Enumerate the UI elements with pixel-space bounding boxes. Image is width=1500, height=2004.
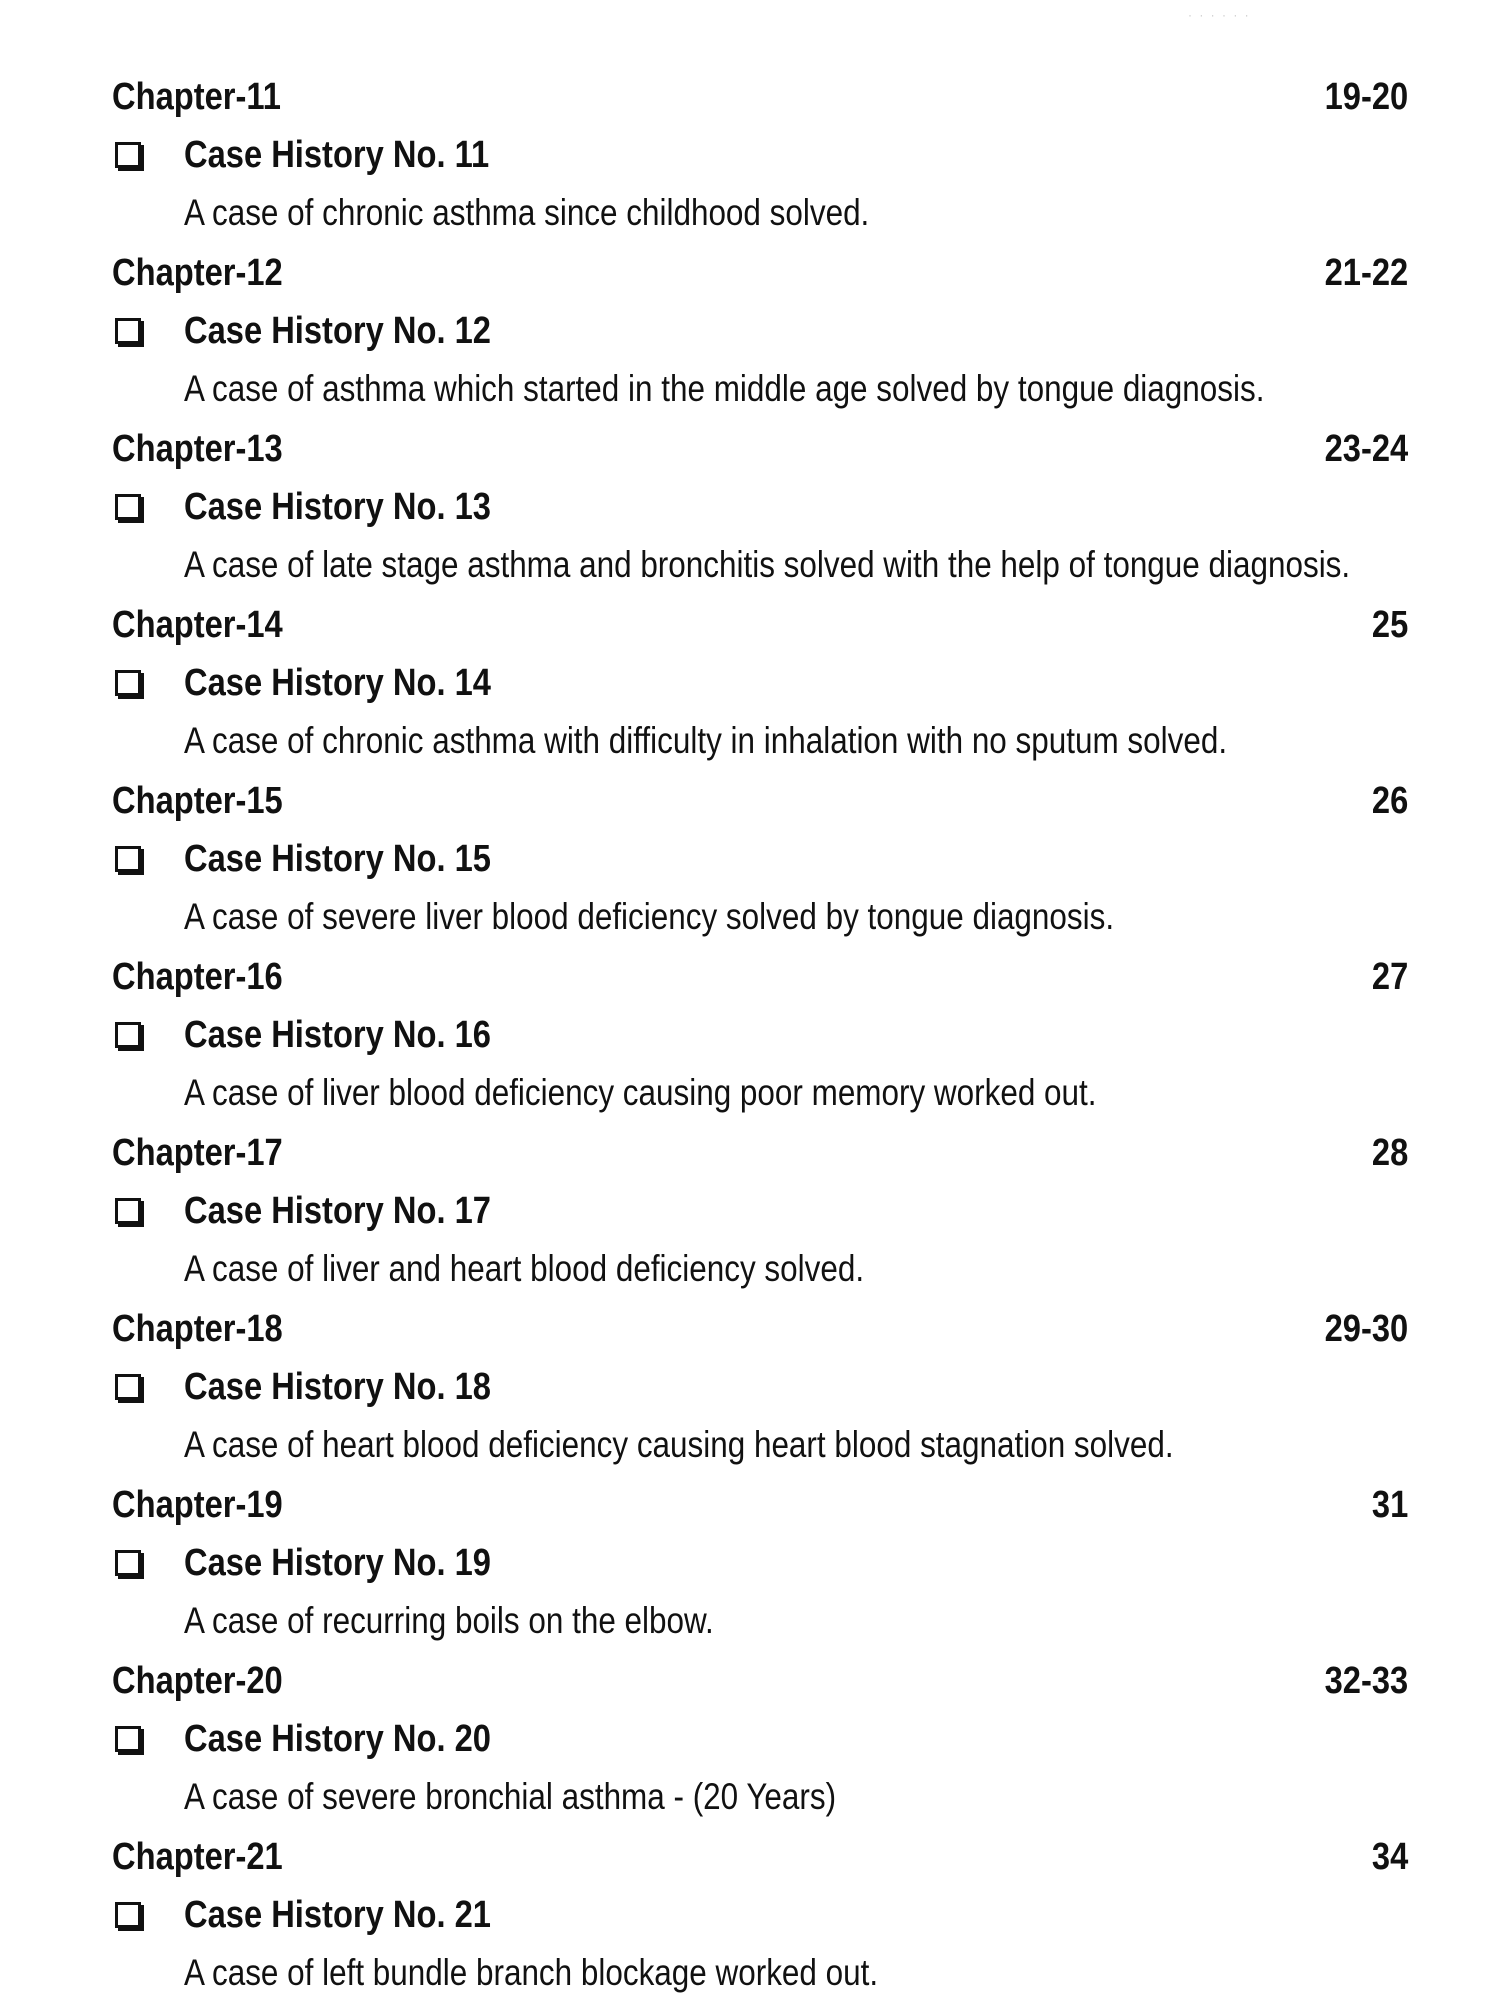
checkbox-bullet-icon [115, 142, 141, 168]
chapter-page-range: 28 [1371, 1132, 1408, 1174]
chapter-page-range: 31 [1371, 1484, 1408, 1526]
chapter-title: Chapter-12 [112, 252, 283, 294]
checkbox-bullet-icon [115, 1022, 141, 1048]
case-description: A case of chronic asthma with difficulty in inhalation with no sputum solved. [184, 720, 1228, 761]
case-history-title: Case History No. 18 [184, 1366, 491, 1408]
chapter-row[interactable] [112, 948, 1408, 1006]
chapter-title: Chapter-21 [112, 1836, 283, 1878]
chapter-page-range: 23-24 [1324, 428, 1408, 470]
case-history-title: Case History No. 13 [184, 486, 491, 528]
case-history-row [112, 1182, 1408, 1240]
chapter-row[interactable] [112, 1300, 1408, 1358]
case-history-title: Case History No. 17 [184, 1190, 491, 1232]
checkbox-bullet-icon [115, 670, 141, 696]
case-history-title: Case History No. 15 [184, 838, 491, 880]
chapter-title: Chapter-18 [112, 1308, 283, 1350]
toc-entry [112, 772, 1408, 948]
case-description: A case of chronic asthma since childhood solved. [184, 192, 870, 233]
chapter-page-range: 19-20 [1324, 76, 1408, 118]
chapter-row[interactable] [112, 1124, 1408, 1182]
case-history-title: Case History No. 14 [184, 662, 491, 704]
toc-entry [112, 244, 1408, 420]
case-history-title: Case History No. 20 [184, 1718, 491, 1760]
toc-entry [112, 1652, 1408, 1828]
case-history-row [112, 830, 1408, 888]
chapter-title: Chapter-14 [112, 604, 283, 646]
chapter-page-range: 34 [1371, 1836, 1408, 1878]
toc-entry [112, 1828, 1408, 2004]
chapter-row[interactable] [112, 772, 1408, 830]
chapter-title: Chapter-20 [112, 1660, 283, 1702]
case-description: A case of recurring boils on the elbow. [184, 1600, 714, 1641]
case-description: A case of late stage asthma and bronchitis solved with the help of tongue diagnosis. [184, 544, 1351, 585]
toc-entry [112, 948, 1408, 1124]
chapter-page-range: 26 [1371, 780, 1408, 822]
chapter-row[interactable] [112, 1828, 1408, 1886]
chapter-title: Chapter-13 [112, 428, 283, 470]
case-description: A case of severe bronchial asthma - (20 Years) [184, 1776, 837, 1817]
toc-entry [112, 1124, 1408, 1300]
case-description: A case of left bundle branch blockage worked out. [184, 1952, 879, 1993]
chapter-page-range: 21-22 [1324, 252, 1408, 294]
chapter-title: Chapter-11 [112, 76, 281, 118]
case-description: A case of heart blood deficiency causing heart blood stagnation solved. [184, 1424, 1174, 1465]
chapter-title: Chapter-19 [112, 1484, 283, 1526]
checkbox-bullet-icon [115, 1902, 141, 1928]
scan-artifact: · · · · · · [1188, 8, 1251, 22]
chapter-row[interactable] [112, 1476, 1408, 1534]
toc-entry [112, 420, 1408, 596]
case-history-title: Case History No. 19 [184, 1542, 491, 1584]
chapter-title: Chapter-17 [112, 1132, 283, 1174]
checkbox-bullet-icon [115, 1550, 141, 1576]
checkbox-bullet-icon [115, 494, 141, 520]
chapter-row[interactable] [112, 420, 1408, 478]
case-history-row [112, 126, 1408, 184]
toc-entry [112, 68, 1408, 244]
chapter-page-range: 27 [1371, 956, 1408, 998]
case-history-title: Case History No. 12 [184, 310, 491, 352]
case-history-title: Case History No. 21 [184, 1894, 491, 1936]
checkbox-bullet-icon [115, 1726, 141, 1752]
case-description: A case of liver and heart blood deficiency solved. [184, 1248, 865, 1289]
chapter-page-range: 32-33 [1324, 1660, 1408, 1702]
case-description: A case of asthma which started in the middle age solved by tongue diagnosis. [184, 368, 1265, 409]
case-history-row [112, 1006, 1408, 1064]
case-history-row [112, 1886, 1408, 1944]
chapter-row[interactable] [112, 596, 1408, 654]
case-history-row [112, 478, 1408, 536]
checkbox-bullet-icon [115, 1374, 141, 1400]
chapter-page-range: 29-30 [1324, 1308, 1408, 1350]
checkbox-bullet-icon [115, 1198, 141, 1224]
chapter-row[interactable] [112, 1652, 1408, 1710]
chapter-row[interactable] [112, 68, 1408, 126]
checkbox-bullet-icon [115, 318, 141, 344]
case-history-row [112, 654, 1408, 712]
case-description: A case of liver blood deficiency causing poor memory worked out. [184, 1072, 1097, 1113]
case-description: A case of severe liver blood deficiency solved by tongue diagnosis. [184, 896, 1115, 937]
case-history-row [112, 1710, 1408, 1768]
checkbox-bullet-icon [115, 846, 141, 872]
toc-entry [112, 1476, 1408, 1652]
case-history-title: Case History No. 16 [184, 1014, 491, 1056]
case-history-row [112, 1534, 1408, 1592]
case-history-title: Case History No. 11 [184, 134, 490, 176]
toc-entry [112, 1300, 1408, 1476]
toc-entry [112, 596, 1408, 772]
table-of-contents [112, 68, 1408, 2004]
chapter-title: Chapter-16 [112, 956, 283, 998]
chapter-page-range: 25 [1371, 604, 1408, 646]
chapter-title: Chapter-15 [112, 780, 283, 822]
chapter-row[interactable] [112, 244, 1408, 302]
case-history-row [112, 302, 1408, 360]
case-history-row [112, 1358, 1408, 1416]
